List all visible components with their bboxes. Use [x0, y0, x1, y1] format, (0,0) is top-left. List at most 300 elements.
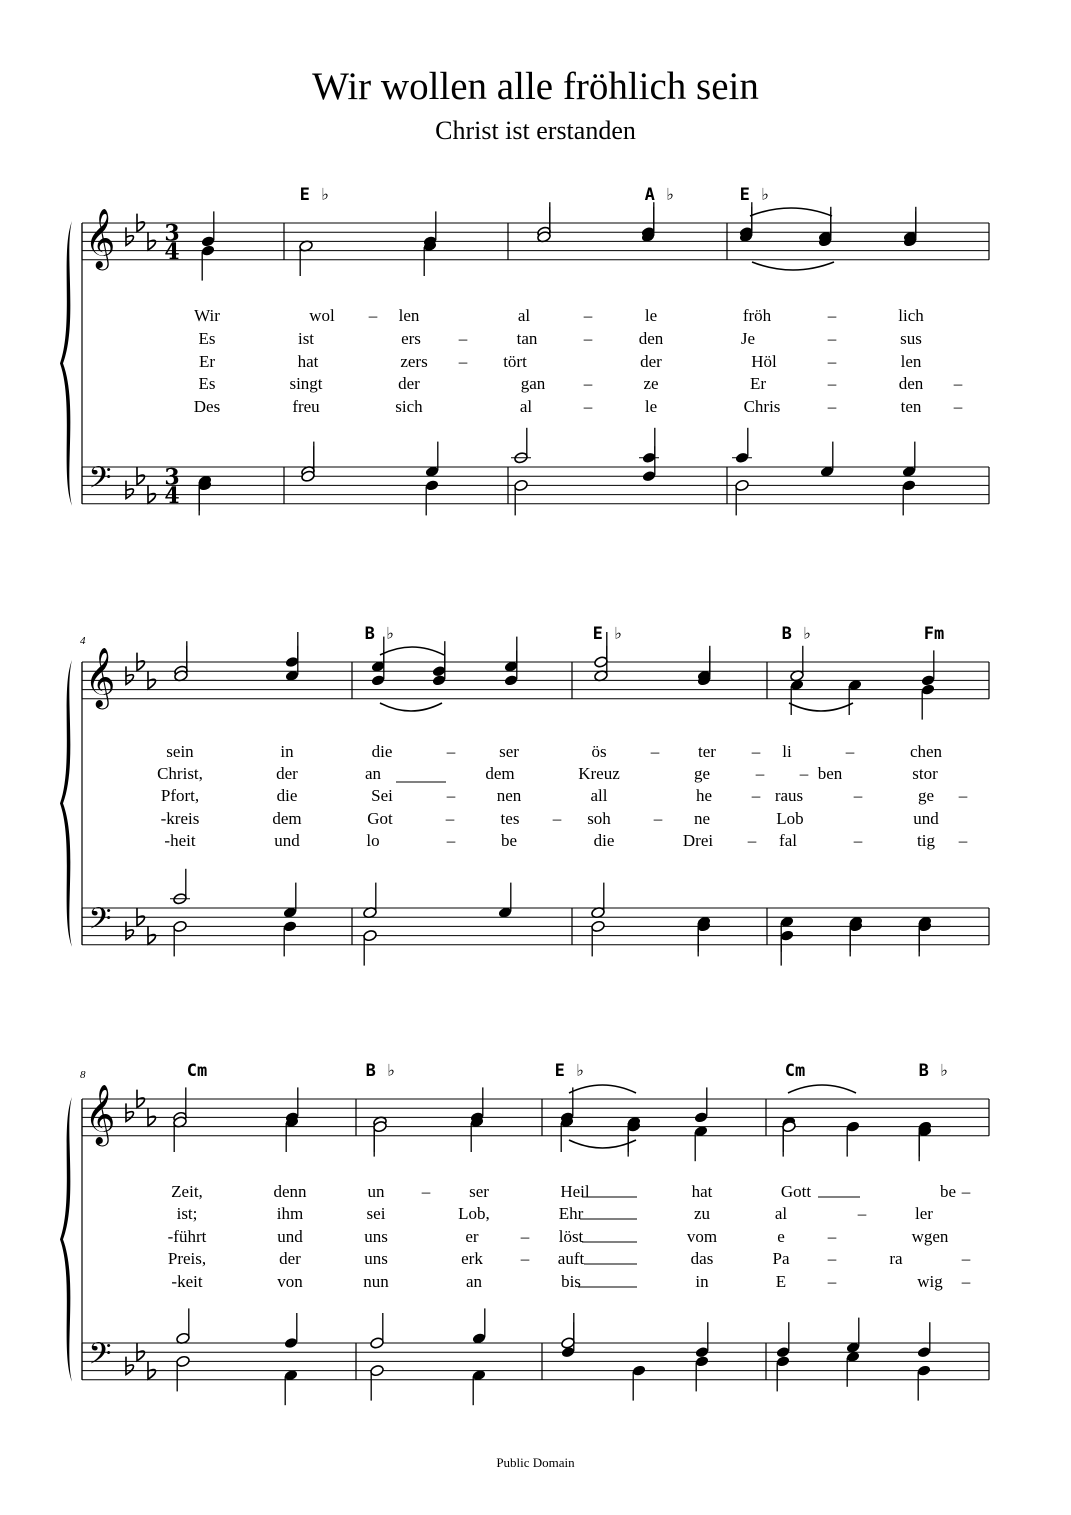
lyric-hyphen: – — [650, 742, 660, 761]
flat-sign — [137, 214, 145, 232]
note — [170, 869, 190, 905]
lyric-hyphen: – — [827, 352, 837, 371]
flat-sign — [148, 1361, 156, 1379]
note — [849, 920, 864, 956]
lyric-syllable: Je — [740, 329, 756, 348]
lyric-syllable: len — [398, 306, 420, 325]
lyric-hyphen: – — [853, 786, 863, 805]
bass-clef: 𝄢 — [88, 461, 112, 503]
lyric-syllable: in — [280, 742, 294, 761]
note — [642, 446, 657, 482]
treble-staff — [82, 1085, 989, 1147]
lyric-syllable: Christ, — [157, 764, 203, 783]
lyric-syllable: freu — [292, 397, 320, 416]
lyric-syllable: vom — [686, 1227, 718, 1246]
lyric-syllable: li — [782, 742, 792, 761]
lyric-syllable: ser — [469, 1182, 489, 1201]
lyric-syllable: Er — [198, 352, 216, 371]
time-signature-denominator: 4 — [164, 482, 180, 509]
song-title: Wir wollen alle fröhlich sein — [312, 65, 759, 108]
lyric-syllable: in — [695, 1272, 709, 1291]
lyric-hyphen: – — [520, 1227, 530, 1246]
note — [176, 1308, 191, 1344]
lyric-syllable: fröh — [742, 306, 772, 325]
lyric-syllable: ra — [889, 1249, 903, 1268]
lyric-syllable: soh — [587, 809, 611, 828]
note — [560, 1116, 575, 1152]
lyric-hyphen: – — [953, 397, 963, 416]
lyric-hyphen: – — [953, 374, 963, 393]
slur — [789, 703, 853, 711]
lyric-syllable: raus — [774, 786, 804, 805]
note — [697, 650, 712, 686]
notehead — [780, 929, 795, 942]
lyric-hyphen: – — [653, 809, 663, 828]
lyric-hyphen: – — [827, 1272, 837, 1291]
note — [697, 920, 712, 956]
lyric-syllable: ter — [698, 742, 716, 761]
lyric-syllable: Es — [198, 329, 216, 348]
lyric-syllable: Pfort, — [160, 786, 200, 805]
note — [423, 240, 438, 276]
lyric-syllable: -kreis — [160, 809, 200, 828]
note — [846, 1318, 861, 1354]
flat-sign — [148, 1108, 156, 1126]
lyric-hyphen: – — [751, 742, 761, 761]
lyric-syllable: wig — [917, 1272, 943, 1291]
flat-sign — [126, 227, 134, 245]
note — [425, 479, 440, 515]
chord-symbol: Fm — [923, 624, 945, 644]
lyric-hyphen: – — [853, 831, 863, 850]
note — [641, 207, 656, 243]
lyric-hyphen: – — [961, 1182, 971, 1201]
lyric-syllable: al — [774, 1204, 788, 1223]
lyric-syllable: e — [777, 1227, 785, 1246]
flat-sign — [148, 671, 156, 689]
lyric-hyphen: – — [751, 786, 761, 805]
notehead — [432, 674, 447, 687]
notehead — [363, 929, 378, 942]
flat-sign — [148, 926, 156, 944]
notehead — [695, 1346, 710, 1359]
system-brace — [60, 660, 72, 947]
lyric-hyphen: – — [857, 1204, 867, 1223]
flat-sign — [137, 1343, 145, 1361]
music-system — [60, 185, 989, 515]
lyric-hyphen: – — [446, 742, 456, 761]
measure-number: 8 — [80, 1069, 86, 1081]
chord-symbol: E ♭ — [299, 185, 331, 205]
note — [498, 883, 513, 919]
lyric-syllable: nun — [363, 1272, 389, 1291]
lyric-hyphen: – — [458, 352, 468, 371]
note — [903, 211, 918, 247]
note — [695, 1322, 710, 1358]
lyric-hyphen: – — [799, 764, 809, 783]
lyric-syllable: Ehr — [558, 1204, 584, 1223]
note — [921, 683, 936, 719]
lyric-hyphen: – — [827, 329, 837, 348]
note — [639, 428, 659, 464]
lyric-syllable: zu — [693, 1204, 711, 1223]
notehead — [504, 674, 519, 687]
lyric-hyphen: – — [445, 809, 455, 828]
note — [283, 920, 298, 956]
lyric-hyphen: – — [827, 374, 837, 393]
lyric-syllable: ser — [499, 742, 519, 761]
lyric-hyphen: – — [747, 831, 757, 850]
note — [818, 211, 833, 247]
lyric-syllable: Lob, — [458, 1204, 490, 1223]
lyric-syllable: un — [367, 1182, 385, 1201]
lyric-syllable: fal — [779, 831, 797, 850]
lyric-syllable: Pa — [772, 1249, 790, 1268]
notehead — [201, 235, 216, 248]
note — [918, 1120, 933, 1156]
note — [472, 1369, 487, 1405]
note — [299, 240, 314, 276]
bass-clef: 𝄢 — [88, 902, 112, 944]
lyric-syllable: -heit — [164, 831, 196, 850]
notehead — [917, 1364, 932, 1377]
lyric-hyphen: – — [827, 397, 837, 416]
lyric-syllable: der — [279, 1249, 301, 1268]
lyric-syllable: E — [775, 1272, 787, 1291]
notehead — [283, 920, 298, 933]
lyric-hyphen: – — [583, 397, 593, 416]
flat-sign — [148, 232, 156, 250]
lyric-syllable: Sei — [371, 786, 393, 805]
notehead — [917, 1346, 932, 1359]
slur — [752, 262, 834, 270]
lyric-syllable: das — [690, 1249, 714, 1268]
music-system — [60, 1061, 989, 1405]
lyric-syllable: ihm — [276, 1204, 304, 1223]
time-signature-numerator: 3 — [164, 220, 180, 247]
lyric-syllable: uns — [364, 1227, 388, 1246]
song-subtitle: Christ ist erstanden — [435, 116, 636, 145]
lyric-syllable: dem — [272, 809, 302, 828]
lyric-syllable: den — [638, 329, 664, 348]
chord-symbol: B ♭ — [918, 1061, 950, 1081]
lyric-syllable: chen — [909, 742, 943, 761]
lyric-syllable: Gott — [780, 1182, 812, 1201]
notehead — [776, 1346, 791, 1359]
slur — [380, 647, 444, 655]
note — [176, 1355, 191, 1391]
lyric-syllable: der — [640, 352, 662, 371]
bass-clef: 𝄢 — [88, 1337, 112, 1379]
note — [432, 641, 447, 677]
note — [198, 475, 213, 511]
lyric-syllable: die — [276, 786, 298, 805]
music-system — [60, 624, 989, 966]
notehead — [694, 1111, 709, 1124]
note — [739, 207, 754, 243]
lyric-syllable: ge — [693, 764, 711, 783]
lyric-syllable: Wir — [194, 306, 220, 325]
lyric-syllable: zers — [400, 352, 428, 371]
slur — [569, 1140, 636, 1148]
lyric-syllable: -führt — [167, 1227, 207, 1246]
treble-clef: 𝄞 — [84, 208, 116, 269]
lyric-syllable: der — [398, 374, 420, 393]
note — [283, 883, 298, 919]
note — [846, 1351, 861, 1387]
lyric-syllable: singt — [289, 374, 323, 393]
note — [918, 1125, 933, 1161]
chord-symbol: E ♭ — [554, 1061, 586, 1081]
chord-symbol: B ♭ — [364, 624, 396, 644]
note — [284, 1313, 299, 1349]
note — [301, 446, 316, 482]
note — [201, 244, 216, 280]
slur — [380, 703, 442, 711]
note — [917, 1364, 932, 1400]
flat-sign — [126, 922, 134, 940]
lyric-syllable: lo — [366, 831, 380, 850]
note — [849, 916, 864, 952]
flat-sign — [126, 481, 134, 499]
note — [820, 442, 835, 478]
chord-symbol: E ♭ — [592, 624, 624, 644]
lyric-syllable: al — [517, 306, 531, 325]
lyric-syllable: ge — [917, 786, 935, 805]
lyric-syllable: nen — [496, 786, 522, 805]
lyric-syllable: Lob — [776, 809, 804, 828]
lyric-syllable: hat — [691, 1182, 713, 1201]
notehead — [902, 479, 917, 492]
lyric-syllable: gan — [520, 374, 546, 393]
lyric-syllable: dem — [485, 764, 515, 783]
lyric-hyphen: – — [458, 329, 468, 348]
notehead — [642, 470, 657, 483]
lyric-syllable: Heil — [560, 1182, 590, 1201]
note — [504, 637, 519, 673]
note — [782, 1120, 797, 1156]
lyric-syllable: sich — [395, 397, 423, 416]
note — [776, 1322, 791, 1358]
notehead — [425, 479, 440, 492]
slur — [569, 1085, 636, 1093]
notehead — [284, 1337, 299, 1350]
chord-symbol: Cm — [784, 1061, 806, 1081]
bass-staff — [82, 461, 989, 508]
note — [695, 1355, 710, 1391]
note — [285, 1116, 300, 1152]
lyric-syllable: al — [519, 397, 533, 416]
chord-symbol: A ♭ — [644, 185, 676, 205]
lyric-hyphen: – — [583, 329, 593, 348]
note — [918, 916, 933, 952]
lyric-hyphen: – — [958, 786, 968, 805]
measure-number: 4 — [80, 635, 86, 647]
note — [591, 920, 606, 956]
note — [902, 479, 917, 515]
lyric-syllable: sein — [166, 742, 194, 761]
lyric-syllable: uns — [364, 1249, 388, 1268]
note — [917, 1322, 932, 1358]
lyric-syllable: stor — [912, 764, 938, 783]
note — [285, 632, 300, 668]
lyric-syllable: Höl — [751, 352, 777, 371]
lyric-syllable: von — [277, 1272, 303, 1291]
lyric-hyphen: – — [958, 831, 968, 850]
note — [514, 479, 529, 515]
lyric-hyphen: – — [827, 1227, 837, 1246]
lyric-syllable: und — [913, 809, 939, 828]
lyric-syllable: Er — [749, 374, 767, 393]
lyric-syllable: be — [500, 831, 518, 850]
lyric-syllable: und — [277, 1227, 303, 1246]
lyric-syllable: -keit — [171, 1272, 203, 1291]
lyric-syllable: und — [274, 831, 300, 850]
note — [363, 883, 378, 919]
flat-sign — [137, 653, 145, 671]
lyric-syllable: ers — [401, 329, 421, 348]
lyric-hyphen: – — [961, 1272, 971, 1291]
lyric-syllable: lich — [898, 306, 924, 325]
note — [848, 679, 863, 715]
system-brace — [60, 221, 72, 506]
slur — [750, 208, 832, 216]
lyric-hyphen: – — [845, 742, 855, 761]
note — [790, 646, 805, 682]
notehead — [432, 665, 447, 678]
lyric-hyphen: – — [755, 764, 765, 783]
lyric-syllable: er — [465, 1227, 479, 1246]
note — [198, 479, 213, 515]
note — [561, 1313, 576, 1349]
notehead — [371, 674, 386, 687]
notehead — [370, 1337, 385, 1350]
copyright-footer: Public Domain — [496, 1455, 575, 1470]
lyric-syllable: ten — [900, 397, 922, 416]
note — [902, 442, 917, 478]
note — [790, 679, 805, 715]
lyric-syllable: an — [364, 764, 382, 783]
lyric-hyphen: – — [446, 831, 456, 850]
note — [373, 1116, 388, 1152]
notehead — [176, 1355, 191, 1368]
lyric-syllable: denn — [273, 1182, 307, 1201]
note — [918, 920, 933, 956]
lyric-syllable: ist; — [176, 1204, 198, 1223]
lyric-syllable: sus — [900, 329, 922, 348]
note — [370, 1313, 385, 1349]
lyric-syllable: erk — [461, 1249, 483, 1268]
lyric-syllable: Kreuz — [578, 764, 620, 783]
note — [511, 428, 531, 464]
notehead — [173, 920, 188, 933]
note — [694, 1125, 709, 1161]
lyric-syllable: all — [590, 786, 608, 805]
note — [735, 479, 750, 515]
lyric-syllable: Zeit, — [171, 1182, 203, 1201]
lyric-syllable: der — [276, 764, 298, 783]
treble-staff — [82, 648, 989, 710]
lyric-syllable: an — [465, 1272, 483, 1291]
note — [732, 428, 752, 464]
lyric-syllable: Got — [367, 809, 393, 828]
lyric-syllable: wgen — [911, 1227, 949, 1246]
notehead — [370, 1364, 385, 1377]
note — [846, 1120, 861, 1156]
time-signature-denominator: 4 — [164, 238, 180, 265]
lyric-syllable: ler — [915, 1204, 933, 1223]
note — [425, 442, 440, 478]
lyric-syllable: he — [695, 786, 713, 805]
chord-symbol: E ♭ — [739, 185, 771, 205]
note — [173, 920, 188, 956]
flat-sign — [137, 467, 145, 485]
chord-symbol: B ♭ — [781, 624, 813, 644]
note — [363, 929, 378, 965]
lyric-syllable: ist — [297, 329, 315, 348]
lyric-syllable: die — [371, 742, 393, 761]
lyric-syllable: ben — [817, 764, 843, 783]
lyric-syllable: tes — [500, 809, 520, 828]
note — [472, 1308, 487, 1344]
note — [776, 1355, 791, 1391]
lyric-syllable: tig — [917, 831, 935, 850]
flat-sign — [137, 1090, 145, 1108]
time-signature-numerator: 3 — [164, 464, 180, 491]
note — [284, 1369, 299, 1405]
treble-staff — [82, 209, 989, 271]
notehead — [776, 1355, 791, 1368]
lyric-syllable: bis — [561, 1272, 581, 1291]
notehead — [695, 1355, 710, 1368]
notehead — [921, 683, 936, 696]
notehead — [921, 674, 936, 687]
lyric-hyphen: – — [827, 1249, 837, 1268]
lyric-syllable: hat — [297, 352, 319, 371]
notehead — [561, 1346, 576, 1359]
lyric-syllable: sei — [366, 1204, 386, 1223]
lyric-hyphen: – — [446, 786, 456, 805]
lyric-syllable: auft — [557, 1249, 585, 1268]
note — [627, 1116, 642, 1152]
treble-clef: 𝄞 — [84, 1084, 116, 1145]
notehead — [514, 479, 529, 492]
note — [201, 211, 216, 247]
note — [173, 1116, 188, 1152]
lyric-syllable: le — [644, 306, 658, 325]
note — [694, 1087, 709, 1123]
system-brace — [60, 1097, 72, 1382]
note — [591, 883, 606, 919]
lyric-syllable: Chris — [743, 397, 781, 416]
slur — [788, 1085, 856, 1093]
treble-clef: 𝄞 — [84, 647, 116, 708]
flat-sign — [126, 666, 134, 684]
lyric-syllable: Drei — [682, 831, 714, 850]
lyric-syllable: tört — [503, 352, 527, 371]
flat-sign — [126, 1103, 134, 1121]
lyric-hyphen: – — [552, 809, 562, 828]
lyric-hyphen: – — [583, 306, 593, 325]
flat-sign — [137, 908, 145, 926]
note — [537, 207, 552, 243]
lyric-syllable: wol — [309, 306, 335, 325]
lyric-syllable: len — [900, 352, 922, 371]
lyric-hyphen: – — [961, 1249, 971, 1268]
lyric-syllable: ne — [693, 809, 711, 828]
lyric-hyphen: – — [827, 306, 837, 325]
notehead — [632, 1364, 647, 1377]
